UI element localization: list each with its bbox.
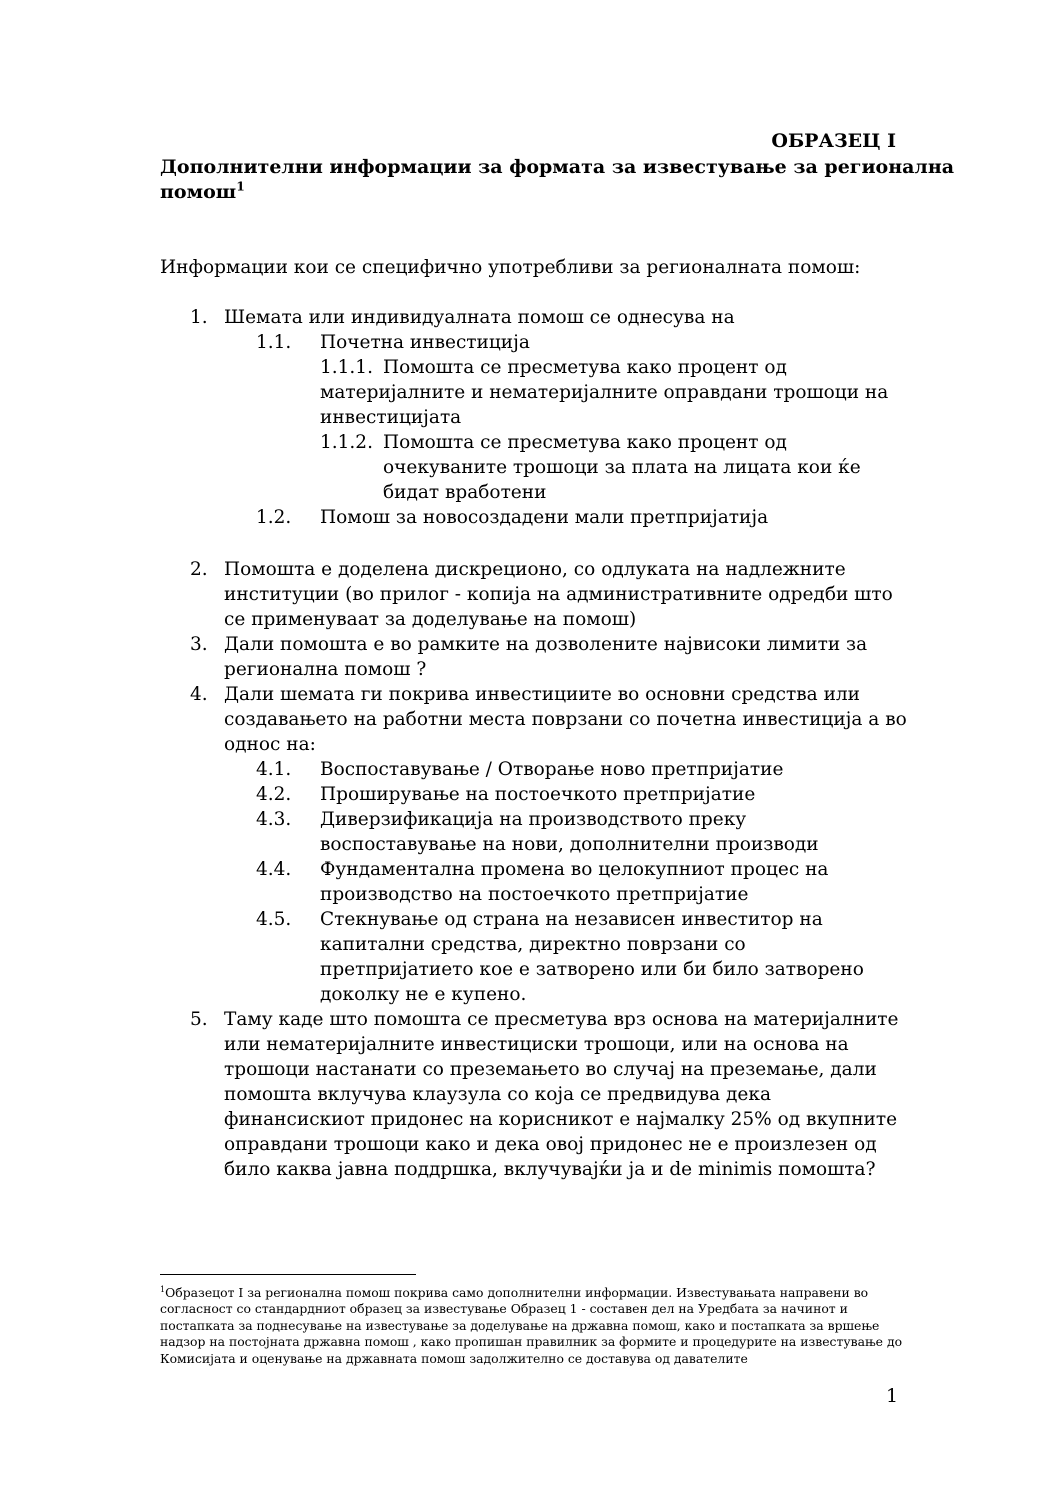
title-line-1: Дополнителни информации за формата за известување за регионална — [160, 156, 955, 178]
list-item-text: Почетна инвестиција — [320, 332, 530, 353]
footnote — [160, 1285, 902, 1367]
intro-text: Информации кои се специфично употребливи за регионалната помош: — [160, 257, 861, 278]
title-line-2: помош$^1$ — [160, 178, 245, 203]
list-item-text: Помош за новосоздадени мали претпријатија — [320, 507, 769, 528]
list-item-text: капитални средства, директно поврзани со — [320, 934, 746, 955]
list-item-text: претпријатието кое е затворено или би било затворено — [320, 959, 864, 980]
list-item-text: Шемата или индивидуалната помош се однесува на — [224, 307, 735, 328]
list-item-number: 4.1. — [256, 759, 292, 780]
list-item-text: помошта вклучува клаузула со која се предвидува дека — [224, 1084, 771, 1105]
list-item-text: регионална помош ? — [224, 659, 427, 680]
list-item-number: 1.1. — [256, 332, 292, 353]
list-item-text: Воспоставување / Отворање ново претпријатие — [320, 759, 784, 780]
list-item-text: создавањето на работни места поврзани со почетна инвестиција а во — [224, 709, 907, 730]
list-item-text: Фундаментална промена во целокупниот процес на — [320, 859, 829, 880]
footnote-line: постапката за поднесување на известување за доделување на државна помош, како и постапката за вршење — [160, 1317, 880, 1333]
list-item-number: 4.4. — [256, 859, 292, 880]
list-item-text: Дали помошта е во рамките на дозволените највисоки лимити за — [224, 634, 868, 655]
list-item-number: 4.5. — [256, 909, 292, 930]
footnote-marker: 1 — [160, 1284, 166, 1294]
list-item-text: доколку не е купено. — [320, 984, 527, 1005]
list-item-number: 1. — [190, 307, 208, 328]
list-item-text: воспоставување на нови, дополнителни производи — [320, 834, 819, 855]
list-item-text: или нематеријалните инвестициски трошоци, или на основа на — [224, 1034, 849, 1055]
list-item-text: материјалните и нематеријалните оправдани трошоци на — [320, 382, 889, 403]
list-item-text: се применуваат за доделување на помош) — [224, 609, 637, 630]
list-item-number: 1.1.2. — [320, 432, 373, 453]
list-item-number: 1.1.1. — [320, 357, 373, 378]
list-item-text: инвестицијата — [320, 407, 462, 428]
footnote-line: надзор на постојната државна помош , како пропишан правилник за формите и процедурите на известување до — [160, 1334, 903, 1350]
footnote-separator — [160, 1274, 416, 1275]
list-item-text: Помошта е доделена дискреционо, со одлуката на надлежните — [224, 559, 846, 580]
list-item-number: 4.3. — [256, 809, 292, 830]
form-identifier: ОБРАЗЕЦ I — [771, 130, 896, 152]
list-item-text: однос на: — [224, 734, 316, 755]
list-item-text: финансискиот придонес на корисникот е најмалку 25% од вкупните — [224, 1109, 898, 1130]
list-item-number: 2. — [190, 559, 208, 580]
list-item-text: институции (во прилог - копија на административните одредби што — [224, 584, 893, 605]
footnote-line: согласност со стандардниот образец за известување Образец 1 - составен дел на Уредбата за начинот и — [160, 1301, 848, 1317]
list-item-text: било каква јавна поддршка, вклучувајќи ја и de minimis помошта? — [224, 1159, 876, 1180]
list-item-text: оправдани трошоци како и дека овој придонес не е произлезен од — [224, 1134, 877, 1155]
list-item-number: 4.2. — [256, 784, 292, 805]
list-item-text: бидат вработени — [383, 482, 547, 503]
page-number: 1 — [886, 1385, 899, 1407]
document-title — [160, 155, 954, 205]
list-item-number: 4. — [190, 684, 208, 705]
list-item-number: 1.2. — [256, 507, 292, 528]
list-item-text: Стекнување од страна на независен инвеститор на — [320, 909, 823, 930]
list-item-text: производство на постоечкото претпријатие — [320, 884, 749, 905]
list-item-text: Диверзификација на производството преку — [320, 809, 747, 830]
list-item-text: Проширување на постоечкото претпријатие — [320, 784, 756, 805]
list-item-text: Помошта се пресметува како процент од — [383, 357, 787, 378]
list-item-number: 3. — [190, 634, 208, 655]
list-item-text: трошоци настанати со преземањето во случај на преземање, дали — [224, 1059, 877, 1080]
footnote-line: $^1$Образецот I за регионална помош покрива само дополнителни информации. Известувањата направени во — [160, 1284, 869, 1300]
list-item-text: Помошта се пресметува како процент од — [383, 432, 787, 453]
list-item-text: Дали шемата ги покрива инвестициите во основни средства или — [224, 684, 860, 705]
list-item-number: 5. — [190, 1009, 208, 1030]
footnote-reference: 1 — [236, 178, 245, 194]
list-item-text: очекуваните трошоци за плата на лицата кои ќе — [383, 457, 861, 478]
footnote-line: Комисијата и оценување на државната помош задолжително се доставува од давателите — [160, 1350, 748, 1366]
list-item-text: Таму каде што помошта се пресметува врз основа на материјалните — [224, 1009, 899, 1030]
